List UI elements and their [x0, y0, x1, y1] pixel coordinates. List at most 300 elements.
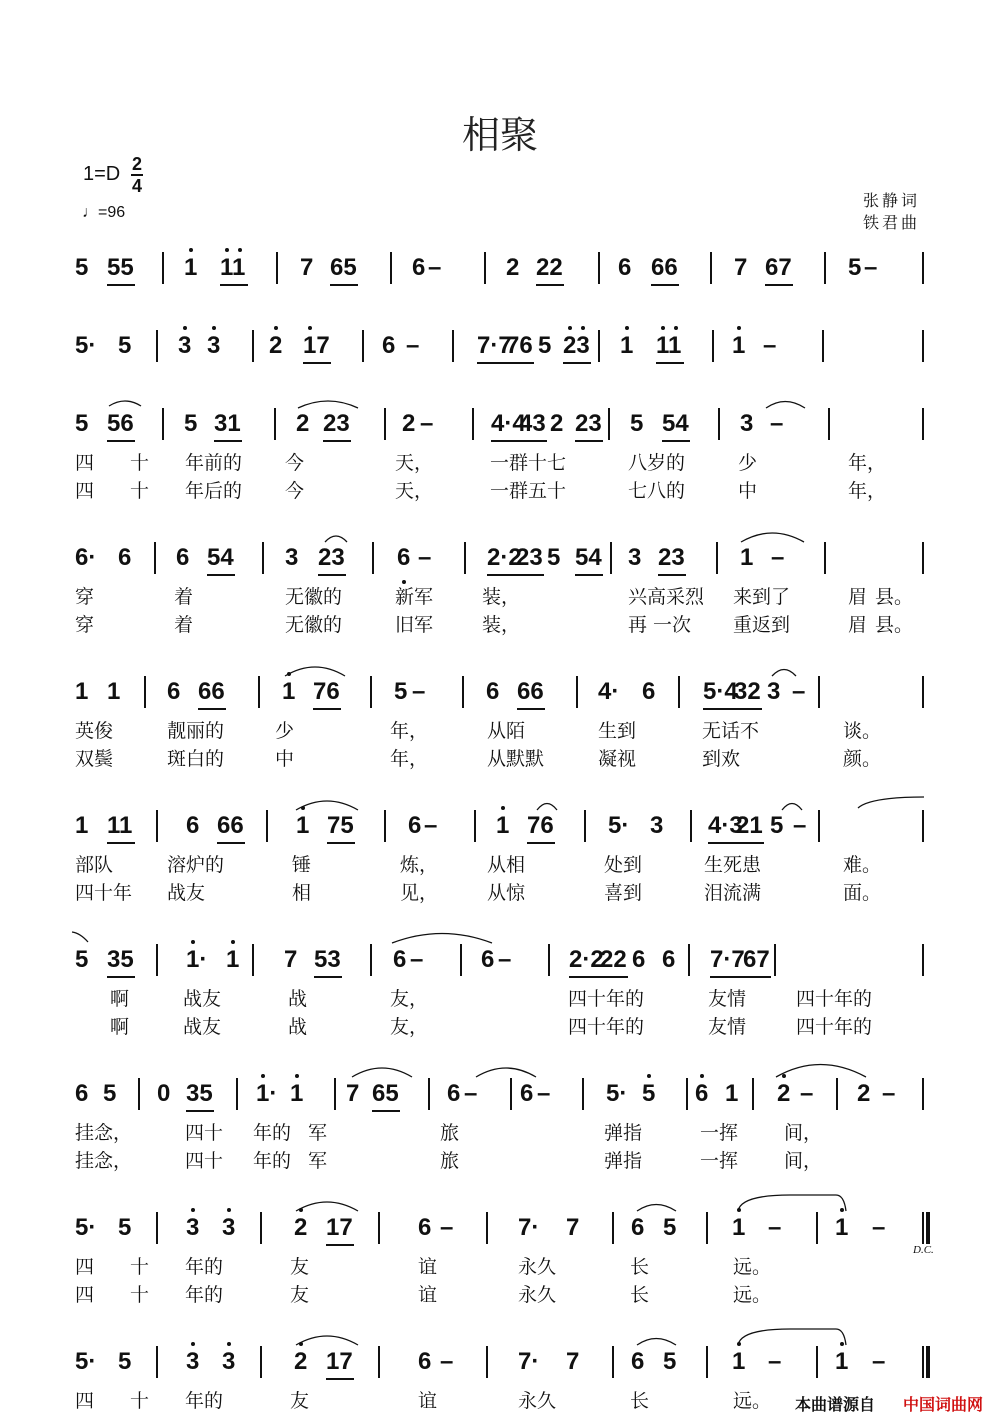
bar-line — [156, 1212, 158, 1244]
lyric-word: 谈。 — [843, 720, 882, 742]
note: 6· — [75, 544, 97, 571]
note: 7·7 — [710, 946, 745, 973]
octave-dot — [674, 326, 678, 330]
note: 76 — [527, 812, 554, 839]
bar-line — [372, 542, 374, 574]
note: 2·2 — [569, 946, 604, 973]
composer-credit: 铁君曲 — [862, 215, 920, 232]
bar-line — [836, 1078, 838, 1110]
dash-note: – — [428, 254, 442, 281]
lyric-word: 旅 — [440, 1122, 460, 1144]
staff-row — [0, 1214, 1000, 1254]
lyric-word: 无话不 — [702, 720, 760, 742]
note: 3 — [186, 1214, 200, 1241]
note: 17 — [326, 1348, 353, 1375]
lyric-word: 着 — [174, 614, 194, 636]
bar-line — [922, 330, 924, 362]
note: 1 — [496, 812, 510, 839]
slur — [776, 1065, 866, 1078]
lyric-word: 友， — [390, 988, 429, 1010]
slur — [285, 667, 345, 676]
beam-line — [519, 440, 547, 442]
beam-line — [734, 708, 762, 710]
note: 5· — [75, 1348, 97, 1375]
slur — [296, 1202, 358, 1211]
lyric-word: 十 — [130, 452, 150, 474]
beam-line — [318, 574, 346, 576]
dash-note: – — [771, 544, 785, 571]
slur — [298, 401, 358, 408]
octave-dot — [274, 326, 278, 330]
note: 66 — [651, 254, 678, 281]
note: 7 — [566, 1214, 580, 1241]
note: 3 — [186, 1348, 200, 1375]
bar-line — [274, 408, 276, 440]
bar-line — [378, 1346, 380, 1378]
note: 2·2 — [487, 544, 522, 571]
dash-note: – — [412, 678, 426, 705]
bar-line — [428, 1078, 430, 1110]
bar-line — [472, 408, 474, 440]
lyric-word: 战 — [288, 1016, 308, 1038]
note: 5 — [538, 332, 552, 359]
bar-line — [612, 1346, 614, 1378]
bar-line — [688, 944, 690, 976]
note: 2 — [402, 410, 416, 437]
lyric-word: 远。 — [733, 1256, 772, 1278]
note: 6 — [186, 812, 200, 839]
bar-line — [262, 542, 264, 574]
bar-line — [718, 408, 720, 440]
bar-line — [922, 1078, 924, 1110]
lyric-word: 颜。 — [843, 748, 882, 770]
dash-note: – — [537, 1080, 551, 1107]
lyric-word: 年前的 — [185, 452, 243, 474]
bar-line — [824, 542, 826, 574]
lyric-word: 生到 — [598, 720, 637, 742]
lyric-word: 远。 — [733, 1284, 772, 1306]
note: 66 — [217, 812, 244, 839]
lyric-word: 挂念， — [75, 1150, 133, 1172]
octave-dot — [287, 672, 291, 676]
note: 1 — [226, 946, 240, 973]
note: 5 — [663, 1348, 677, 1375]
note: 1 — [732, 332, 746, 359]
bar-line — [384, 408, 386, 440]
bar-line — [260, 1212, 262, 1244]
note: 3 — [178, 332, 192, 359]
lyric-word: 今 — [285, 480, 305, 502]
lyric-word: 十 — [130, 1390, 150, 1412]
bar-line — [598, 252, 600, 284]
slur — [637, 1205, 676, 1212]
lyric-word: 凝视 — [598, 748, 637, 770]
octave-dot — [301, 806, 305, 810]
lyric-word: 弹指 — [604, 1122, 643, 1144]
bar-line — [922, 542, 924, 574]
note: 7 — [346, 1080, 360, 1107]
note: 5 — [103, 1080, 117, 1107]
bar-line — [582, 1078, 584, 1110]
octave-dot — [191, 1342, 195, 1346]
note: 6 — [486, 678, 500, 705]
beam-line — [220, 284, 248, 286]
bar-line — [824, 252, 826, 284]
bar-line — [156, 330, 158, 362]
lyric-word: 今 — [285, 452, 305, 474]
note: 22 — [600, 946, 627, 973]
lyric-word: 间， — [784, 1122, 823, 1144]
lyric-word: 到欢 — [702, 748, 741, 770]
note: 2 — [294, 1348, 308, 1375]
note: 6 — [481, 946, 495, 973]
lyric-word: 四十年 — [75, 882, 133, 904]
slur — [296, 801, 358, 810]
beam-line — [575, 574, 603, 576]
bar-line — [584, 810, 586, 842]
note: 23 — [318, 544, 345, 571]
watermark-right: 中国词曲网 — [903, 1397, 984, 1414]
octave-dot — [231, 940, 235, 944]
beam-line — [743, 976, 771, 978]
beam-line — [186, 1110, 214, 1112]
lyric-word: 永久 — [518, 1390, 557, 1412]
bar-line — [716, 542, 718, 574]
lyric-word: 长 — [630, 1256, 650, 1278]
lyric-word: 从相 — [487, 854, 526, 876]
lyricist-credit: 张静词 — [862, 193, 920, 210]
octave-dot — [225, 248, 229, 252]
beam-line — [327, 842, 355, 844]
bar-line — [922, 810, 924, 842]
note: 3 — [628, 544, 642, 571]
note: 5 — [118, 332, 132, 359]
note: 5· — [608, 812, 630, 839]
note: 1 — [290, 1080, 304, 1107]
note: 7 — [284, 946, 298, 973]
lyric-word: 长 — [630, 1284, 650, 1306]
note: 1 — [620, 332, 634, 359]
final-bar-line — [926, 1212, 930, 1244]
octave-dot — [191, 1208, 195, 1212]
bar-line — [236, 1078, 238, 1110]
lyric-word: 再 一次 — [628, 614, 692, 636]
note: 11 — [107, 812, 133, 839]
beam-line — [765, 284, 793, 286]
lyric-word: 友情 — [708, 988, 747, 1010]
beam-line — [313, 708, 341, 710]
dash-note: – — [768, 1214, 782, 1241]
lyric-word: 四十年的 — [796, 1016, 873, 1038]
slur — [476, 1068, 536, 1077]
bar-line — [922, 944, 924, 976]
note: 66 — [198, 678, 225, 705]
lyric-word: 四 — [75, 480, 95, 502]
dash-note: – — [872, 1348, 886, 1375]
beam-line — [326, 1244, 354, 1246]
page-title: 相聚 — [461, 113, 538, 157]
note: 1 — [107, 678, 121, 705]
octave-dot — [737, 1342, 741, 1346]
octave-dot — [501, 806, 505, 810]
beam-line — [662, 440, 690, 442]
bar-line — [690, 810, 692, 842]
lyric-word: 战 — [288, 988, 308, 1010]
staff-row — [0, 544, 1000, 584]
beam-line — [736, 842, 764, 844]
lyric-word: 八岁的 — [628, 452, 686, 474]
lyric-word: 眉 — [848, 614, 868, 636]
note: 23 — [658, 544, 685, 571]
note: 3 — [767, 678, 781, 705]
octave-dot — [737, 1208, 741, 1212]
dash-note: – — [768, 1348, 782, 1375]
octave-dot — [227, 1208, 231, 1212]
staff-row — [0, 1080, 1000, 1120]
bar-line — [138, 1078, 140, 1110]
lyric-word: 一挥 — [700, 1122, 739, 1144]
slur — [109, 401, 141, 406]
beam-line — [207, 574, 235, 576]
staff-row — [0, 1348, 1000, 1388]
lyric-word: 年， — [848, 480, 887, 502]
bar-line — [774, 944, 776, 976]
bar-line — [464, 542, 466, 574]
note: 6 — [412, 254, 426, 281]
lyric-word: 四十年的 — [568, 1016, 645, 1038]
bar-line — [922, 1346, 924, 1378]
note: 3 — [650, 812, 664, 839]
lyric-word: 处到 — [604, 854, 643, 876]
lyric-word: 眉 — [848, 586, 868, 608]
lyric-word: 新军 — [395, 586, 434, 608]
lyric-word: 四十 — [185, 1122, 224, 1144]
note: 1· — [186, 946, 208, 973]
bar-line — [710, 252, 712, 284]
lyric-word: 县。 — [875, 586, 914, 608]
slur — [766, 402, 805, 409]
note: 53 — [314, 946, 341, 973]
octave-dot — [299, 1208, 303, 1212]
lyric-word: 兴高采烈 — [628, 586, 705, 608]
dash-note: – — [410, 946, 424, 973]
beam-line — [107, 976, 135, 978]
note: 23 — [323, 410, 350, 437]
bar-line — [460, 944, 462, 976]
lyric-word: 谊 — [418, 1390, 438, 1412]
bar-line — [452, 330, 454, 362]
watermark-left: 本曲谱源自 — [795, 1397, 876, 1414]
lyric-word: 少 — [738, 452, 758, 474]
note: 6 — [447, 1080, 461, 1107]
bar-line — [156, 944, 158, 976]
note: 3 — [740, 410, 754, 437]
note: 1 — [835, 1348, 849, 1375]
dash-note: – — [440, 1348, 454, 1375]
dash-note: – — [800, 1080, 814, 1107]
lyric-word: 年， — [390, 720, 429, 742]
bar-line — [370, 944, 372, 976]
note: 3 — [207, 332, 221, 359]
note: 5 — [770, 812, 784, 839]
note: 6 — [167, 678, 181, 705]
bar-line — [266, 810, 268, 842]
lyric-word: 四 — [75, 1256, 95, 1278]
lyric-word: 四十年的 — [568, 988, 645, 1010]
lyric-word: 年后的 — [185, 480, 243, 502]
lyric-word: 年的 — [185, 1256, 224, 1278]
octave-dot — [238, 248, 242, 252]
lyric-word: 炼， — [400, 854, 439, 876]
note: 7 — [734, 254, 748, 281]
note: 7· — [518, 1214, 540, 1241]
octave-dot — [568, 326, 572, 330]
beam-line — [575, 440, 603, 442]
bar-line — [276, 252, 278, 284]
lyric-word: 四 — [75, 1284, 95, 1306]
bar-line — [390, 252, 392, 284]
slur — [537, 804, 557, 811]
lyric-word: 见， — [400, 882, 439, 904]
lyric-word: 泪流满 — [704, 882, 762, 904]
note: 3 — [222, 1214, 236, 1241]
bar-line — [706, 1346, 708, 1378]
slur — [741, 533, 804, 542]
dash-note: – — [424, 812, 438, 839]
lyric-word: 年的 — [253, 1150, 292, 1172]
octave-dot — [581, 326, 585, 330]
bar-line — [370, 676, 372, 708]
lyric-word: 从惊 — [487, 882, 526, 904]
dash-note: – — [872, 1214, 886, 1241]
staff-row — [0, 678, 1000, 718]
bar-line — [548, 944, 550, 976]
slur — [858, 797, 924, 808]
lyric-word: 靓丽的 — [167, 720, 225, 742]
lyric-word: 战友 — [183, 988, 222, 1010]
note: 7 — [566, 1348, 580, 1375]
lyric-word: 无徽的 — [285, 586, 343, 608]
lyric-word: 永久 — [518, 1284, 557, 1306]
lyric-word: 年的 — [253, 1122, 292, 1144]
bar-line — [828, 408, 830, 440]
note: 2 — [269, 332, 283, 359]
note: 5 — [394, 678, 408, 705]
note: 5· — [75, 332, 97, 359]
note: 76 — [313, 678, 340, 705]
bar-line — [610, 542, 612, 574]
octave-dot — [737, 326, 741, 330]
beam-line — [372, 1110, 400, 1112]
beam-line — [326, 1378, 354, 1380]
note: 6 — [118, 544, 132, 571]
note: 5· — [606, 1080, 628, 1107]
lyric-word: 谊 — [418, 1284, 438, 1306]
lyric-word: 中 — [738, 480, 758, 502]
bar-line — [144, 676, 146, 708]
bar-line — [608, 408, 610, 440]
note: 5 — [75, 946, 89, 973]
beam-line — [107, 842, 135, 844]
bar-line — [576, 676, 578, 708]
dash-note: – — [864, 254, 878, 281]
bar-line — [678, 676, 680, 708]
note: 76 — [506, 332, 533, 359]
note: 43 — [519, 410, 546, 437]
note: 5· — [75, 1214, 97, 1241]
lyric-word: 战友 — [167, 882, 206, 904]
lyric-word: 年， — [848, 452, 887, 474]
note: 54 — [575, 544, 602, 571]
lyric-word: 无徽的 — [285, 614, 343, 636]
note: 6 — [662, 946, 676, 973]
lyric-word: 四十年的 — [796, 988, 873, 1010]
beam-line — [656, 362, 684, 364]
lyric-word: 年的 — [185, 1390, 224, 1412]
lyric-word: 啊 — [110, 988, 130, 1010]
note: 1 — [75, 678, 89, 705]
note: 2 — [294, 1214, 308, 1241]
lyric-word: 七八的 — [628, 480, 686, 502]
note: 7·7 — [477, 332, 512, 359]
note: 2 — [550, 410, 564, 437]
octave-dot — [227, 1342, 231, 1346]
lyric-word: 友情 — [708, 1016, 747, 1038]
beam-line — [527, 842, 555, 844]
octave-dot — [191, 940, 195, 944]
lyric-word: 双鬓 — [75, 748, 114, 770]
lyric-word: 旧军 — [395, 614, 434, 636]
beam-line — [600, 976, 628, 978]
dash-note: – — [763, 332, 777, 359]
bar-line — [922, 408, 924, 440]
dash-note: – — [440, 1214, 454, 1241]
bar-line — [462, 676, 464, 708]
lyric-word: 部队 — [75, 854, 114, 876]
lyric-word: 喜到 — [604, 882, 643, 904]
bar-line — [712, 330, 714, 362]
lyric-word: 来到了 — [733, 586, 791, 608]
lyric-word: 年， — [390, 748, 429, 770]
beam-line — [516, 574, 544, 576]
note: 11 — [656, 332, 682, 359]
octave-dot — [840, 1342, 844, 1346]
dash-note: – — [418, 544, 432, 571]
lyric-word: 一群十七 — [490, 452, 567, 474]
bar-line — [922, 252, 924, 284]
time-signature — [131, 155, 143, 195]
note: 5 — [848, 254, 862, 281]
final-bar-line — [926, 1346, 930, 1378]
slur — [392, 934, 492, 944]
note: 3 — [222, 1348, 236, 1375]
bar-line — [258, 676, 260, 708]
octave-dot — [700, 1074, 704, 1078]
bar-line — [378, 1212, 380, 1244]
dash-note: – — [882, 1080, 896, 1107]
note: 6 — [695, 1080, 709, 1107]
staff-row — [0, 946, 1000, 986]
lyric-word: 从默默 — [487, 748, 545, 770]
bar-line — [612, 1212, 614, 1244]
slur — [637, 1339, 676, 1346]
lyric-word: 四十 — [185, 1150, 224, 1172]
lyric-word: 装， — [482, 614, 521, 636]
note: 6 — [176, 544, 190, 571]
tempo-mark: ♩=96 — [82, 204, 126, 221]
note: 65 — [372, 1080, 399, 1107]
bar-line — [252, 330, 254, 362]
